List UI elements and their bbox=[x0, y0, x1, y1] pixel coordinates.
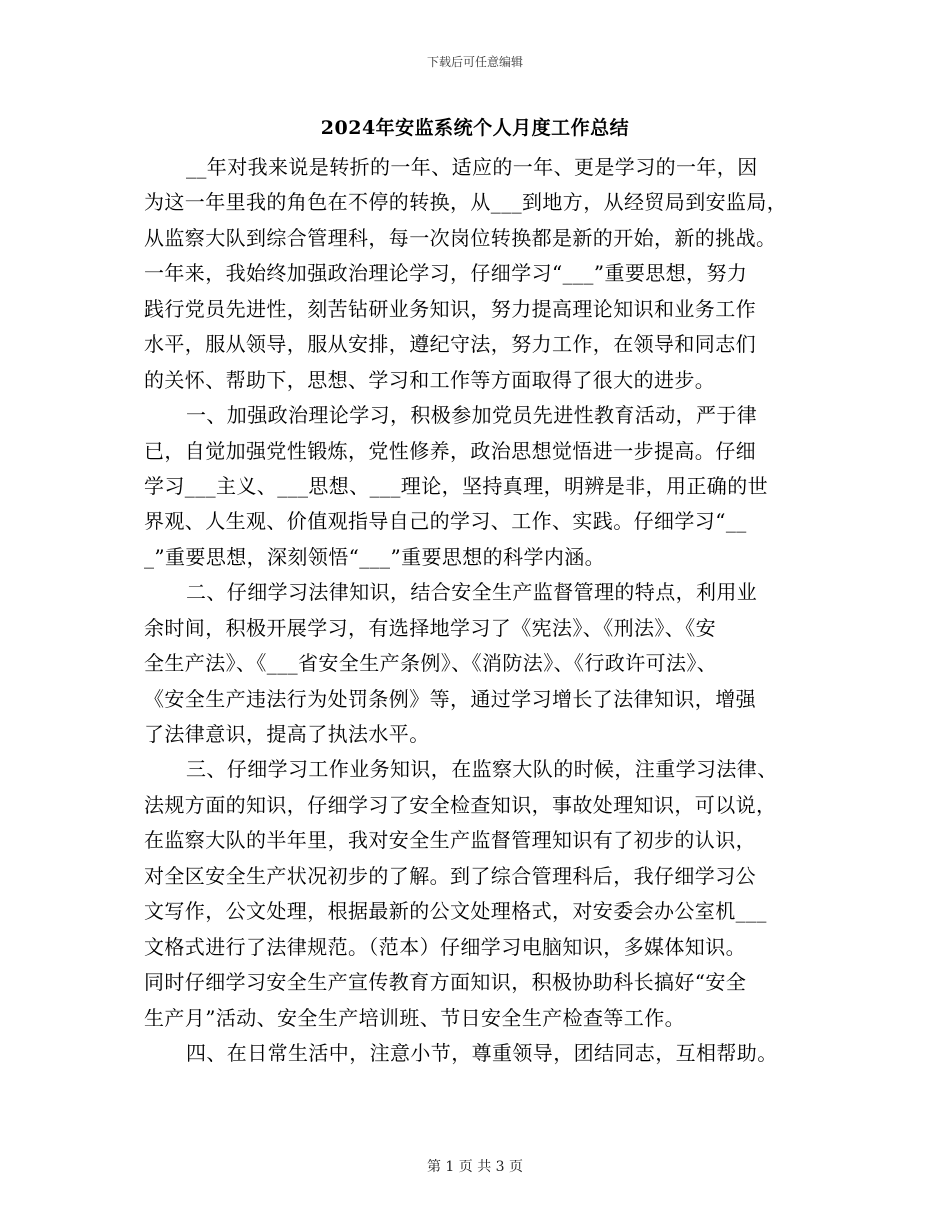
body-line: 对全区安全生产状况初步的了解。到了综合管理科后，我仔细学习公 bbox=[144, 863, 756, 888]
body-line: 法规方面的知识，仔细学习了安全检查知识，事故处理知识，可以说， bbox=[144, 792, 777, 817]
body-line: 三、仔细学习工作业务知识，在监察大队的时候，注重学习法律、 bbox=[186, 757, 778, 782]
body-line: 四、在日常生活中，注意小节，尊重领导，团结同志，互相帮助。 bbox=[186, 1040, 778, 1065]
body-line: 《安全生产违法行为处罚条例》等，通过学习增长了法律知识，增强 bbox=[144, 686, 756, 711]
document-title: 2024年安监系统个人月度工作总结 bbox=[320, 117, 630, 139]
body-line: 已，自觉加强党性锻炼，党性修养，政治思想觉悟进一步提高。仔细 bbox=[144, 438, 756, 463]
page-number: 第 1 页 共 3 页 bbox=[426, 1159, 524, 1175]
body-line: 二、仔细学习法律知识，结合安全生产监督管理的特点，利用业 bbox=[186, 580, 758, 605]
body-line: 余时间，积极开展学习，有选择地学习了《宪法》、《刑法》、《安 bbox=[144, 615, 716, 640]
body-line: 在监察大队的半年里，我对安全生产监督管理知识有了初步的认识， bbox=[144, 828, 756, 853]
body-line: 一、加强政治理论学习，积极参加党员先进性教育活动，严于律 bbox=[186, 403, 758, 428]
body-line: 生产月”活动、安全生产培训班、节日安全生产检查等工作。 bbox=[144, 1005, 686, 1030]
body-line: 了法律意识，提高了执法水平。 bbox=[144, 722, 430, 746]
body-line: 文格式进行了法律规范。（范本）仔细学习电脑知识，多媒体知识。 bbox=[144, 934, 746, 959]
body-line: 全生产法》、《___省安全生产条例》、《消防法》、《行政许可法》、 bbox=[144, 651, 718, 676]
body-line: 践行党员先进性，刻苦钻研业务知识，努力提高理论知识和业务工作 bbox=[144, 296, 756, 321]
body-line: 水平，服从领导，服从安排，遵纪守法，努力工作，在领导和同志们 bbox=[144, 332, 756, 357]
page-header-note: 下载后可任意编辑 bbox=[426, 55, 523, 69]
body-line: 为这一年里我的角色在不停的转换，从___到地方，从经贸局到安监局， bbox=[144, 190, 788, 215]
body-line: 学习___主义、___思想、___理论，坚持真理，明辨是非，用正确的世 bbox=[144, 473, 768, 498]
body-line: 同时仔细学习安全生产宣传教育方面知识，积极协助科长搞好“安全 bbox=[144, 970, 747, 995]
body-line: __年对我来说是转折的一年、适应的一年、更是学习的一年，因 bbox=[186, 155, 758, 179]
body-line: 从监察大队到综合管理科，每一次岗位转换都是新的开始，新的挑战。 bbox=[144, 225, 777, 250]
body-line: _”重要思想，深刻领悟“___”重要思想的科学内涵。 bbox=[144, 544, 606, 569]
body-line: 一年来，我始终加强政治理论学习，仔细学习“___”重要思想，努力 bbox=[144, 261, 748, 286]
body-line: 的关怀、帮助下，思想、学习和工作等方面取得了很大的进步。 bbox=[144, 367, 716, 392]
body-line: 界观、人生观、价值观指导自己的学习、工作、实践。仔细学习“__ bbox=[144, 509, 747, 534]
body-line: 文写作，公文处理，根据最新的公文处理格式，对安委会办公室机___ bbox=[144, 899, 767, 924]
document-body bbox=[144, 150, 814, 1071]
